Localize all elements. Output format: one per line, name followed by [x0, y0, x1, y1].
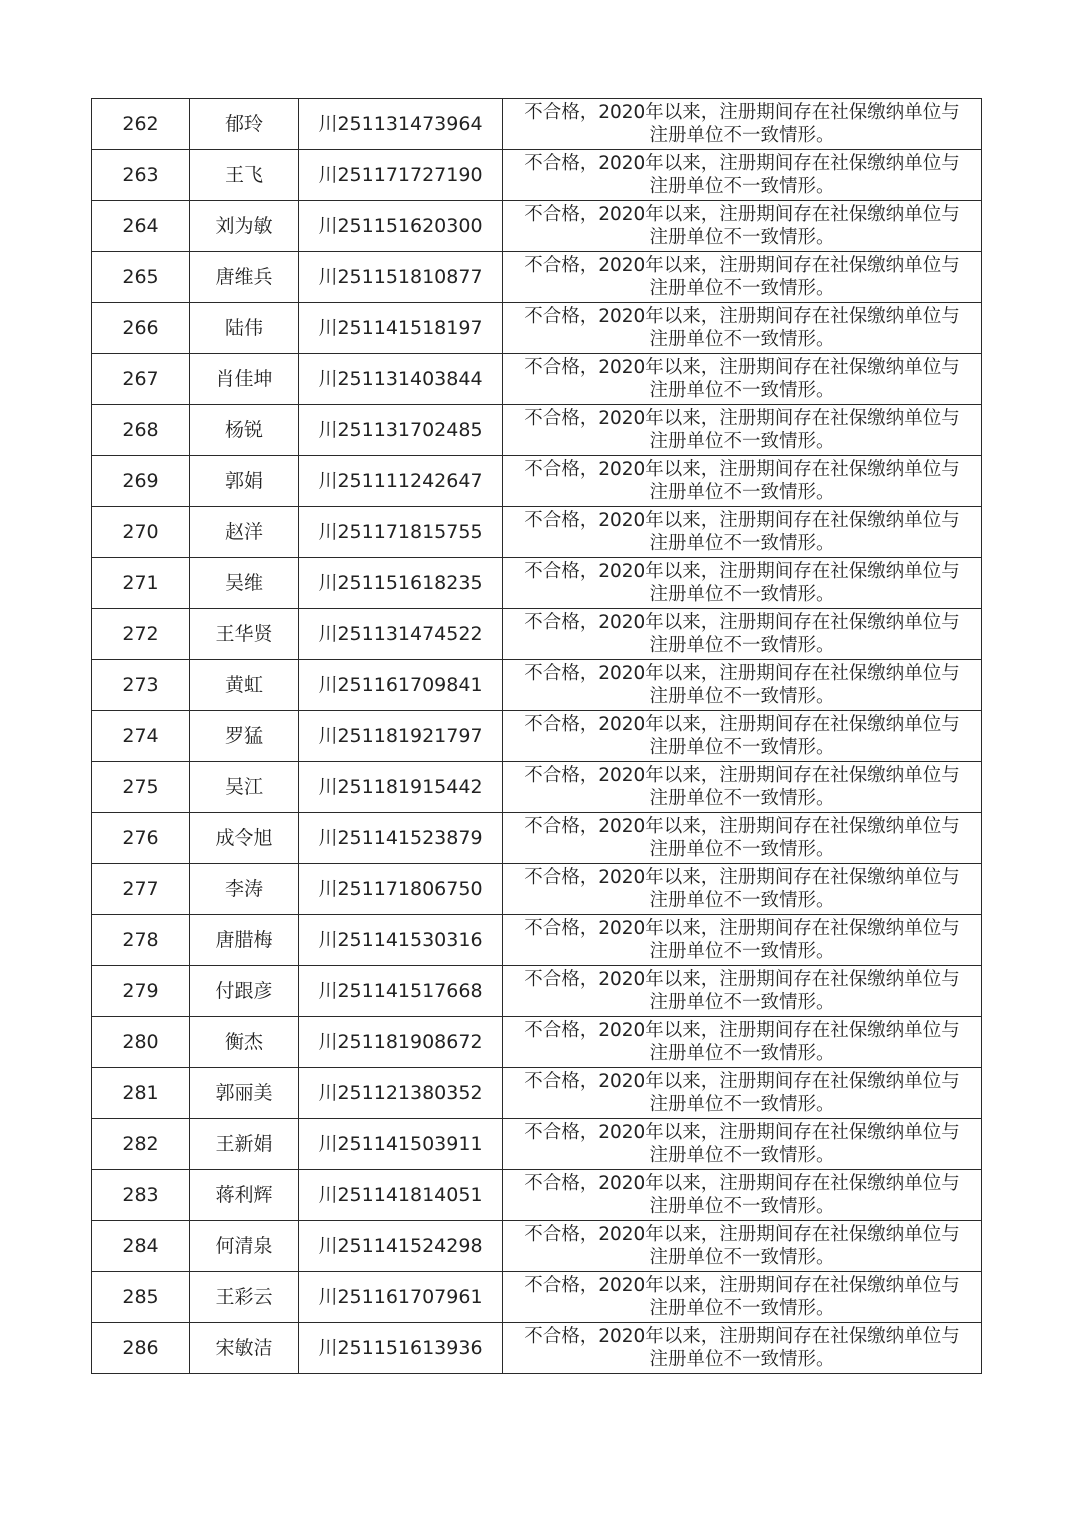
result-reason-line-2: 注册单位不一致情形。	[649, 1247, 835, 1268]
row-number: 275	[92, 762, 190, 813]
result-reason-line-2: 注册单位不一致情形。	[649, 1043, 835, 1064]
registration-number: 川251171806750	[299, 864, 503, 915]
table-row	[92, 1119, 982, 1170]
result-reason-line-2: 注册单位不一致情形。	[649, 788, 835, 809]
result-reason	[503, 762, 982, 813]
result-reason-line-1: 不合格，2020年以来，注册期间存在社保缴纳单位与	[524, 357, 960, 378]
result-reason-line-2: 注册单位不一致情形。	[649, 1196, 835, 1217]
person-name: 王华贤	[190, 609, 299, 660]
result-reason-line-2: 注册单位不一致情形。	[649, 839, 835, 860]
person-name: 王彩云	[190, 1272, 299, 1323]
person-name: 唐腊梅	[190, 915, 299, 966]
result-reason	[503, 456, 982, 507]
row-number: 271	[92, 558, 190, 609]
result-reason-line-1: 不合格，2020年以来，注册期间存在社保缴纳单位与	[524, 918, 960, 939]
person-name: 陆伟	[190, 303, 299, 354]
result-reason-line-2: 注册单位不一致情形。	[649, 533, 835, 554]
result-reason	[503, 303, 982, 354]
table-row	[92, 813, 982, 864]
result-reason-line-1: 不合格，2020年以来，注册期间存在社保缴纳单位与	[524, 663, 960, 684]
result-reason-line-2: 注册单位不一致情形。	[649, 635, 835, 656]
registration-number: 川251161709841	[299, 660, 503, 711]
registration-number: 川251121380352	[299, 1068, 503, 1119]
row-number: 279	[92, 966, 190, 1017]
result-reason	[503, 1272, 982, 1323]
table-row	[92, 405, 982, 456]
registration-number: 川251181915442	[299, 762, 503, 813]
registration-number: 川251181908672	[299, 1017, 503, 1068]
registration-number: 川251111242647	[299, 456, 503, 507]
table-row	[92, 1170, 982, 1221]
table-body	[92, 99, 982, 1374]
row-number: 274	[92, 711, 190, 762]
result-reason	[503, 1170, 982, 1221]
registration-number: 川251141523879	[299, 813, 503, 864]
result-reason-line-2: 注册单位不一致情形。	[649, 941, 835, 962]
registration-number: 川251131403844	[299, 354, 503, 405]
registration-number: 川251151810877	[299, 252, 503, 303]
table-row	[92, 354, 982, 405]
result-reason	[503, 966, 982, 1017]
row-number: 276	[92, 813, 190, 864]
result-reason	[503, 201, 982, 252]
table-row	[92, 915, 982, 966]
row-number: 277	[92, 864, 190, 915]
result-reason-line-1: 不合格，2020年以来，注册期间存在社保缴纳单位与	[524, 867, 960, 888]
registration-number: 川251151618235	[299, 558, 503, 609]
person-name: 李涛	[190, 864, 299, 915]
result-reason-line-1: 不合格，2020年以来，注册期间存在社保缴纳单位与	[524, 1326, 960, 1347]
registration-number: 川251151613936	[299, 1323, 503, 1374]
table-row	[92, 507, 982, 558]
result-reason-line-2: 注册单位不一致情形。	[649, 1094, 835, 1115]
result-reason	[503, 354, 982, 405]
person-name: 黄虹	[190, 660, 299, 711]
registration-number: 川251161707961	[299, 1272, 503, 1323]
registration-number: 川251141530316	[299, 915, 503, 966]
registration-number: 川251141518197	[299, 303, 503, 354]
result-reason-line-1: 不合格，2020年以来，注册期间存在社保缴纳单位与	[524, 816, 960, 837]
person-name: 王新娟	[190, 1119, 299, 1170]
registration-number: 川251141814051	[299, 1170, 503, 1221]
person-name: 宋敏洁	[190, 1323, 299, 1374]
table-row	[92, 609, 982, 660]
result-reason-line-2: 注册单位不一致情形。	[649, 329, 835, 350]
person-name: 肖佳坤	[190, 354, 299, 405]
result-reason-line-2: 注册单位不一致情形。	[649, 737, 835, 758]
result-reason-line-2: 注册单位不一致情形。	[649, 1298, 835, 1319]
row-number: 282	[92, 1119, 190, 1170]
table-row	[92, 252, 982, 303]
result-reason-line-1: 不合格，2020年以来，注册期间存在社保缴纳单位与	[524, 1224, 960, 1245]
result-reason	[503, 252, 982, 303]
result-reason-line-1: 不合格，2020年以来，注册期间存在社保缴纳单位与	[524, 1122, 960, 1143]
table-row	[92, 1272, 982, 1323]
registration-number: 川251141517668	[299, 966, 503, 1017]
table-row	[92, 456, 982, 507]
result-reason-line-2: 注册单位不一致情形。	[649, 584, 835, 605]
row-number: 280	[92, 1017, 190, 1068]
row-number: 265	[92, 252, 190, 303]
row-number: 278	[92, 915, 190, 966]
person-name: 吴维	[190, 558, 299, 609]
result-reason-line-2: 注册单位不一致情形。	[649, 1145, 835, 1166]
registration-number: 川251131702485	[299, 405, 503, 456]
results-table	[91, 98, 982, 1374]
row-number: 267	[92, 354, 190, 405]
table-row	[92, 864, 982, 915]
result-reason-line-1: 不合格，2020年以来，注册期间存在社保缴纳单位与	[524, 459, 960, 480]
person-name: 唐维兵	[190, 252, 299, 303]
result-reason	[503, 507, 982, 558]
row-number: 266	[92, 303, 190, 354]
row-number: 262	[92, 99, 190, 150]
registration-number: 川251131474522	[299, 609, 503, 660]
person-name: 付跟彦	[190, 966, 299, 1017]
table-row	[92, 201, 982, 252]
person-name: 刘为敏	[190, 201, 299, 252]
person-name: 衡杰	[190, 1017, 299, 1068]
person-name: 王飞	[190, 150, 299, 201]
row-number: 283	[92, 1170, 190, 1221]
row-number: 269	[92, 456, 190, 507]
person-name: 郁玲	[190, 99, 299, 150]
table-row	[92, 966, 982, 1017]
registration-number: 川251131473964	[299, 99, 503, 150]
person-name: 成令旭	[190, 813, 299, 864]
row-number: 272	[92, 609, 190, 660]
person-name: 何清泉	[190, 1221, 299, 1272]
result-reason	[503, 660, 982, 711]
result-reason-line-2: 注册单位不一致情形。	[649, 431, 835, 452]
row-number: 285	[92, 1272, 190, 1323]
result-reason	[503, 813, 982, 864]
result-reason	[503, 711, 982, 762]
person-name: 郭丽美	[190, 1068, 299, 1119]
person-name: 罗猛	[190, 711, 299, 762]
row-number: 273	[92, 660, 190, 711]
result-reason-line-2: 注册单位不一致情形。	[649, 482, 835, 503]
table-row	[92, 711, 982, 762]
result-reason	[503, 915, 982, 966]
result-reason-line-1: 不合格，2020年以来，注册期间存在社保缴纳单位与	[524, 204, 960, 225]
result-reason-line-1: 不合格，2020年以来，注册期间存在社保缴纳单位与	[524, 1275, 960, 1296]
person-name: 赵洋	[190, 507, 299, 558]
result-reason-line-1: 不合格，2020年以来，注册期间存在社保缴纳单位与	[524, 1173, 960, 1194]
table-row	[92, 558, 982, 609]
registration-number: 川251141524298	[299, 1221, 503, 1272]
result-reason-line-1: 不合格，2020年以来，注册期间存在社保缴纳单位与	[524, 255, 960, 276]
result-reason	[503, 150, 982, 201]
result-reason-line-1: 不合格，2020年以来，注册期间存在社保缴纳单位与	[524, 1071, 960, 1092]
registration-number: 川251171727190	[299, 150, 503, 201]
table-row	[92, 660, 982, 711]
registration-number: 川251171815755	[299, 507, 503, 558]
registration-number: 川251141503911	[299, 1119, 503, 1170]
result-reason-line-1: 不合格，2020年以来，注册期间存在社保缴纳单位与	[524, 612, 960, 633]
results-table-container	[91, 98, 981, 1374]
table-row	[92, 1221, 982, 1272]
result-reason-line-2: 注册单位不一致情形。	[649, 1349, 835, 1370]
result-reason-line-1: 不合格，2020年以来，注册期间存在社保缴纳单位与	[524, 306, 960, 327]
table-row	[92, 1323, 982, 1374]
result-reason-line-2: 注册单位不一致情形。	[649, 278, 835, 299]
result-reason	[503, 609, 982, 660]
result-reason-line-1: 不合格，2020年以来，注册期间存在社保缴纳单位与	[524, 102, 960, 123]
person-name: 吴江	[190, 762, 299, 813]
result-reason	[503, 1221, 982, 1272]
row-number: 281	[92, 1068, 190, 1119]
result-reason-line-2: 注册单位不一致情形。	[649, 992, 835, 1013]
row-number: 263	[92, 150, 190, 201]
result-reason-line-1: 不合格，2020年以来，注册期间存在社保缴纳单位与	[524, 1020, 960, 1041]
result-reason-line-1: 不合格，2020年以来，注册期间存在社保缴纳单位与	[524, 561, 960, 582]
result-reason-line-1: 不合格，2020年以来，注册期间存在社保缴纳单位与	[524, 714, 960, 735]
result-reason	[503, 1017, 982, 1068]
result-reason-line-1: 不合格，2020年以来，注册期间存在社保缴纳单位与	[524, 765, 960, 786]
person-name: 蒋利辉	[190, 1170, 299, 1221]
table-row	[92, 303, 982, 354]
table-row	[92, 99, 982, 150]
table-row	[92, 150, 982, 201]
result-reason-line-1: 不合格，2020年以来，注册期间存在社保缴纳单位与	[524, 510, 960, 531]
person-name: 郭娟	[190, 456, 299, 507]
registration-number: 川251151620300	[299, 201, 503, 252]
table-row	[92, 1017, 982, 1068]
result-reason-line-2: 注册单位不一致情形。	[649, 890, 835, 911]
person-name: 杨锐	[190, 405, 299, 456]
registration-number: 川251181921797	[299, 711, 503, 762]
result-reason	[503, 558, 982, 609]
result-reason-line-2: 注册单位不一致情形。	[649, 686, 835, 707]
result-reason	[503, 864, 982, 915]
result-reason-line-2: 注册单位不一致情形。	[649, 176, 835, 197]
result-reason-line-2: 注册单位不一致情形。	[649, 227, 835, 248]
row-number: 286	[92, 1323, 190, 1374]
result-reason-line-1: 不合格，2020年以来，注册期间存在社保缴纳单位与	[524, 969, 960, 990]
table-row	[92, 762, 982, 813]
row-number: 264	[92, 201, 190, 252]
result-reason	[503, 405, 982, 456]
result-reason-line-1: 不合格，2020年以来，注册期间存在社保缴纳单位与	[524, 408, 960, 429]
result-reason-line-1: 不合格，2020年以来，注册期间存在社保缴纳单位与	[524, 153, 960, 174]
table-row	[92, 1068, 982, 1119]
result-reason-line-2: 注册单位不一致情形。	[649, 125, 835, 146]
result-reason	[503, 1068, 982, 1119]
row-number: 284	[92, 1221, 190, 1272]
result-reason	[503, 1323, 982, 1374]
result-reason	[503, 99, 982, 150]
result-reason	[503, 1119, 982, 1170]
row-number: 270	[92, 507, 190, 558]
row-number: 268	[92, 405, 190, 456]
result-reason-line-2: 注册单位不一致情形。	[649, 380, 835, 401]
